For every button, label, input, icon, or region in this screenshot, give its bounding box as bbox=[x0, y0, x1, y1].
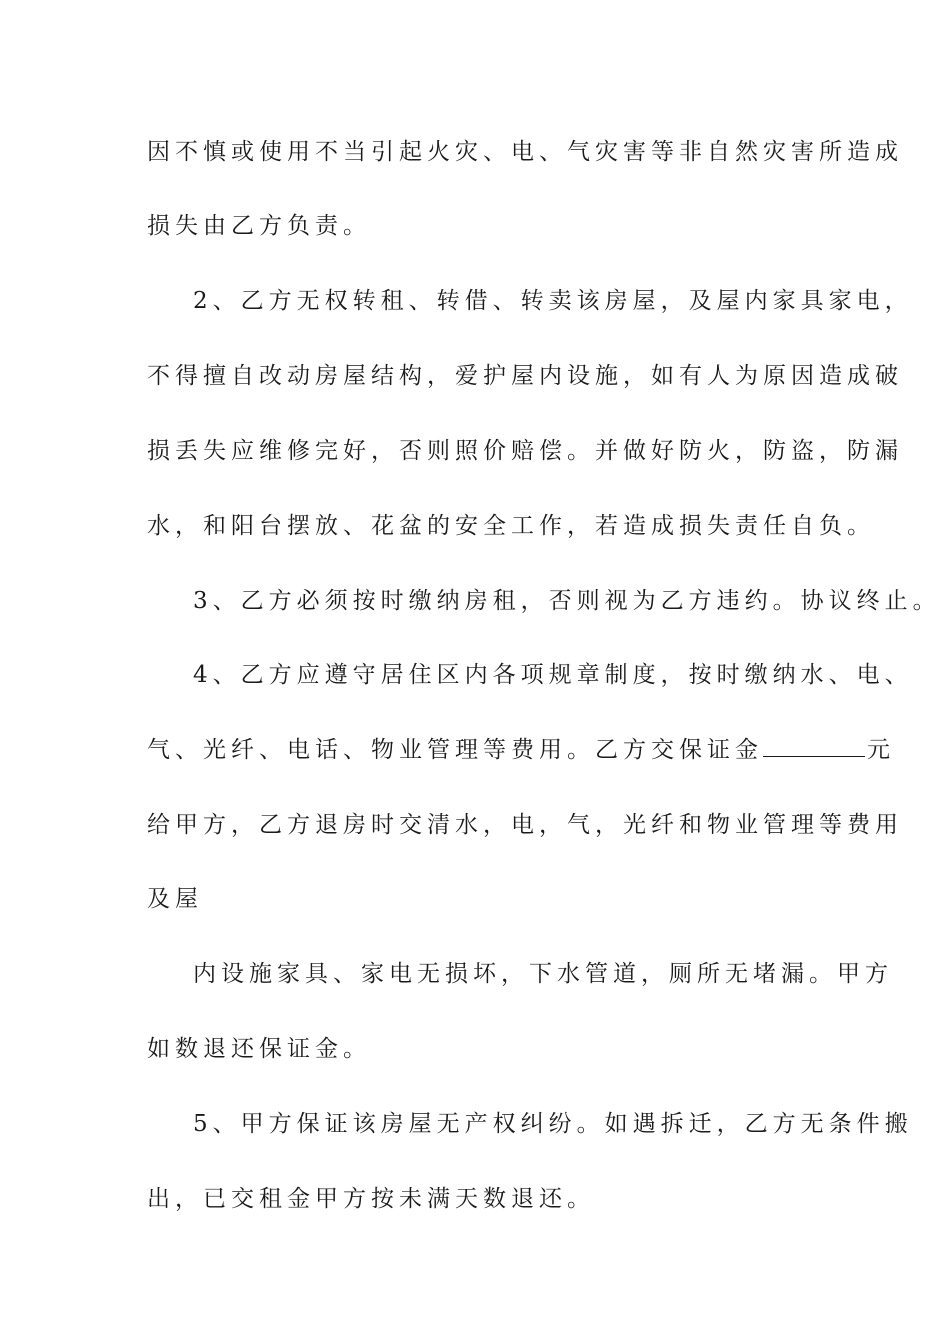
paragraph-line: 损失由乙方负责。 bbox=[147, 213, 371, 239]
paragraph-line: 如数退还保证金。 bbox=[147, 1036, 371, 1062]
deposit-unit: 元 bbox=[867, 737, 895, 763]
clause-5-line: 5、甲方保证该房屋无产权纠纷。如遇拆迁，乙方无条件搬 bbox=[193, 1111, 913, 1137]
paragraph-line: 出，已交租金甲方按未满天数退还。 bbox=[147, 1186, 595, 1212]
paragraph-line: 及屋 bbox=[147, 886, 203, 912]
paragraph-line: 内设施家具、家电无损坏，下水管道，厕所无堵漏。甲方 bbox=[193, 961, 893, 987]
clause-2-line: 2、乙方无权转租、转借、转卖该房屋，及屋内家具家电， bbox=[193, 288, 913, 314]
deposit-text: 气、光纤、电话、物业管理等费用。乙方交保证金 bbox=[147, 737, 763, 763]
paragraph-line: 水，和阳台摆放、花盆的安全工作，若造成损失责任自负。 bbox=[147, 513, 875, 539]
paragraph-line: 损丢失应维修完好，否则照价赔偿。并做好防火，防盗，防漏 bbox=[147, 438, 903, 464]
clause-3-line: 3、乙方必须按时缴纳房租，否则视为乙方违约。协议终止。 bbox=[193, 588, 941, 614]
paragraph-line: 因不慎或使用不当引起火灾、电、气灾害等非自然灾害所造成 bbox=[147, 139, 903, 165]
deposit-amount-blank[interactable] bbox=[763, 738, 865, 757]
paragraph-line: 不得擅自改动房屋结构，爱护屋内设施，如有人为原因造成破 bbox=[147, 363, 903, 389]
clause-4-line: 4、乙方应遵守居住区内各项规章制度，按时缴纳水、电、 bbox=[193, 662, 913, 688]
deposit-line bbox=[147, 735, 895, 765]
paragraph-line: 给甲方，乙方退房时交清水，电，气，光纤和物业管理等费用 bbox=[147, 812, 903, 838]
